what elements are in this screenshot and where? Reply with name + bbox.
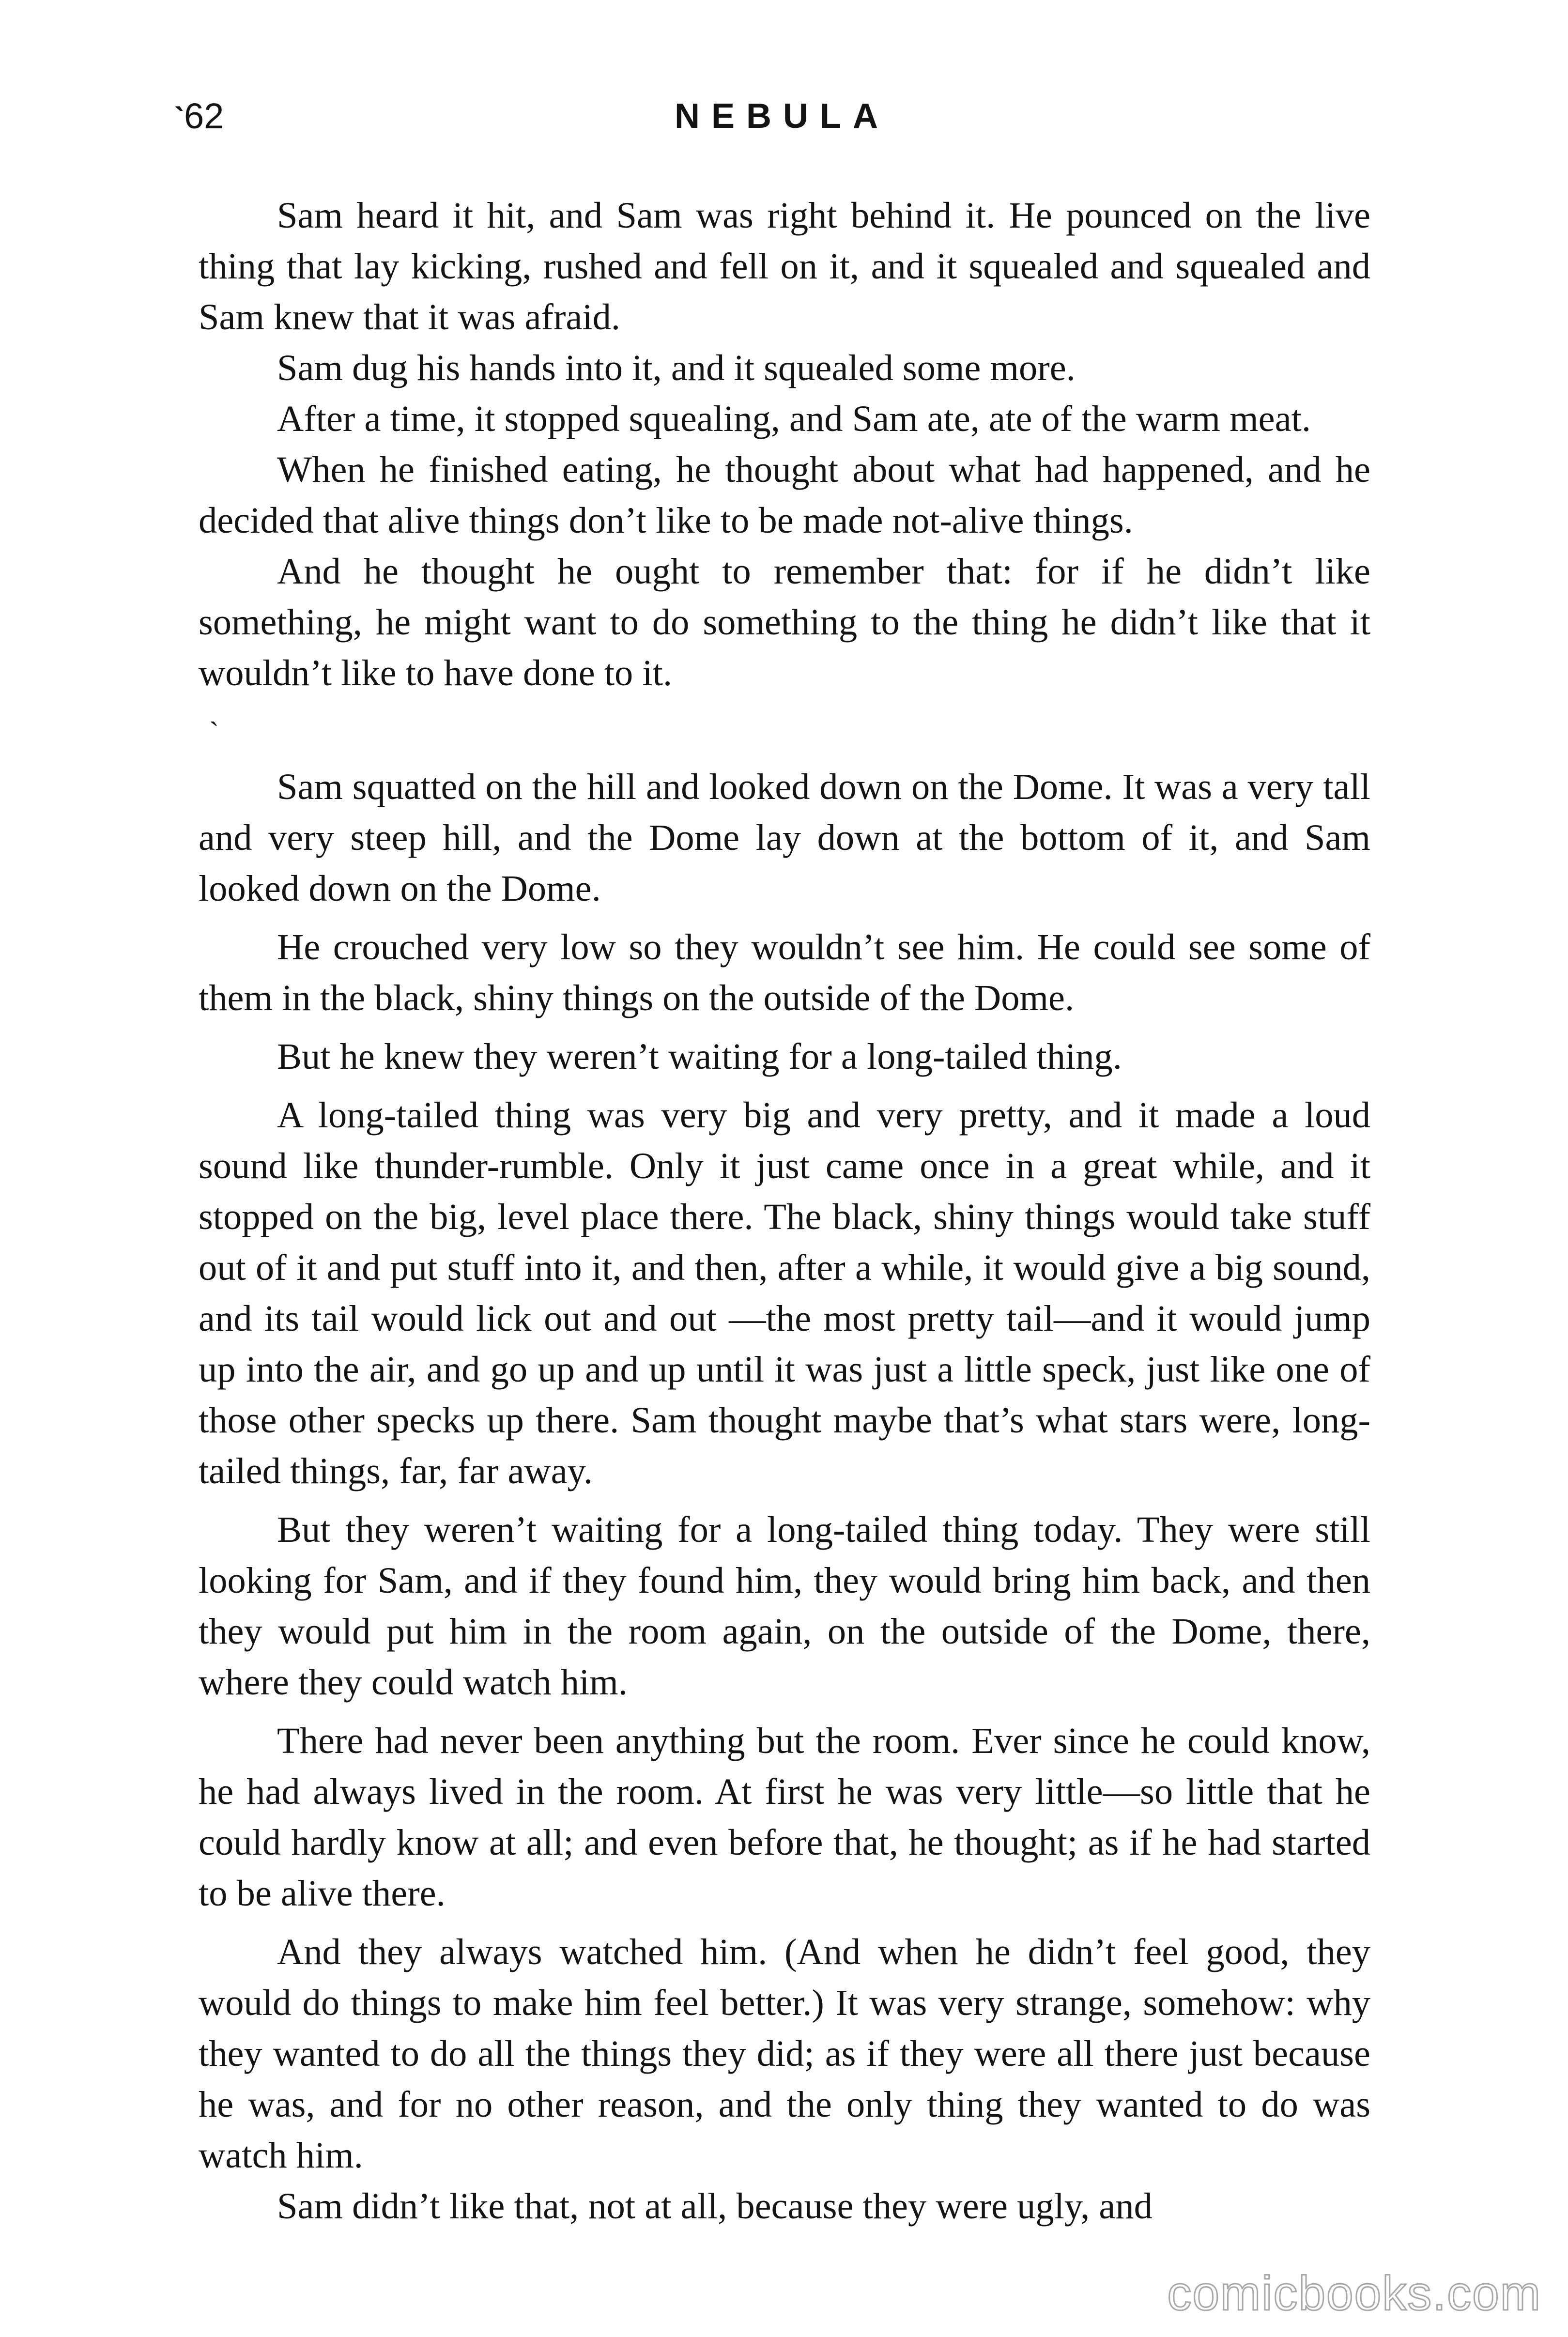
paragraph: When he finished eating, he thought about what had happened, and he decided that alive things don’t like to be made not-alive things. <box>199 449 1370 541</box>
print-speck: ˋ <box>209 716 219 748</box>
paragraph: A long-tailed thing was very big and very pretty, and it made a loud sound like thunder-rumble. Only it just came once in a great while, and it stopped on the big, level place there. The black, shiny things would take stuff out of it and put stuff into it, and then, after a while, it would give a big sound, and its tail would lick out and out —the most pretty tail—and it would jump up into the air, and go up and up until it was just a little speck, just like one of those other specks up there. Sam thought maybe that’s what stars were, long-tailed things, far, far away. <box>199 1094 1370 1491</box>
paragraph: And he thought he ought to remember that: for if he didn’t like something, he might want to do something to the thing he didn’t like that it wouldn’t like to have done to it. <box>199 551 1370 693</box>
page-number: ˋ 62 <box>184 92 224 140</box>
site-watermark: comicbooks.com <box>1167 2266 1541 2321</box>
page-header <box>173 92 1380 145</box>
section-break <box>199 698 1370 761</box>
paragraph: But they weren’t waiting for a long-tailed thing today. They were still looking for Sam, and if they found him, they would bring him back, and then they would put him in the room again, on the outside of the Dome, there, where they could watch him. <box>199 1509 1370 1703</box>
paragraph: And they always watched him. (And when he didn’t feel good, they would do things to make him feel better.) It was very strange, somehow: why they wanted to do all the things they did; as if they were all there just because he was, and for no other reason, and the only thing they wanted to do was watch him. <box>199 1931 1370 2176</box>
paragraph: Sam didn’t like that, not at all, because they were ugly, and <box>277 2185 1153 2227</box>
paragraph: He crouched very low so they wouldn’t see him. He could see some of them in the black, shiny things on the outside of the Dome. <box>199 926 1370 1018</box>
paragraph: But he knew they weren’t waiting for a long-tailed thing. <box>277 1036 1122 1077</box>
story-text <box>199 190 1370 2231</box>
paragraph: Sam squatted on the hill and looked down on the Dome. It was a very tall and very steep hill, and the Dome lay down at the bottom of it, and Sam looked down on the Dome. <box>199 766 1370 909</box>
paragraph: Sam dug his hands into it, and it squealed some more. <box>277 347 1076 388</box>
running-title: NEBULA <box>675 97 890 136</box>
paragraph: After a time, it stopped squealing, and Sam ate, ate of the warm meat. <box>277 398 1311 439</box>
paragraph: There had never been anything but the room. Ever since he could know, he had always lived in the room. At first he was very little—so little that he could hardly know at all; and even before that, he thought; as if he had started to be alive there. <box>199 1720 1370 1914</box>
print-speck: ˋ <box>173 100 185 138</box>
paragraph: Sam heard it hit, and Sam was right behind it. He pounced on the live thing that lay kicking, rushed and fell on it, and it squealed and squealed and Sam knew that it was afraid. <box>199 195 1370 338</box>
